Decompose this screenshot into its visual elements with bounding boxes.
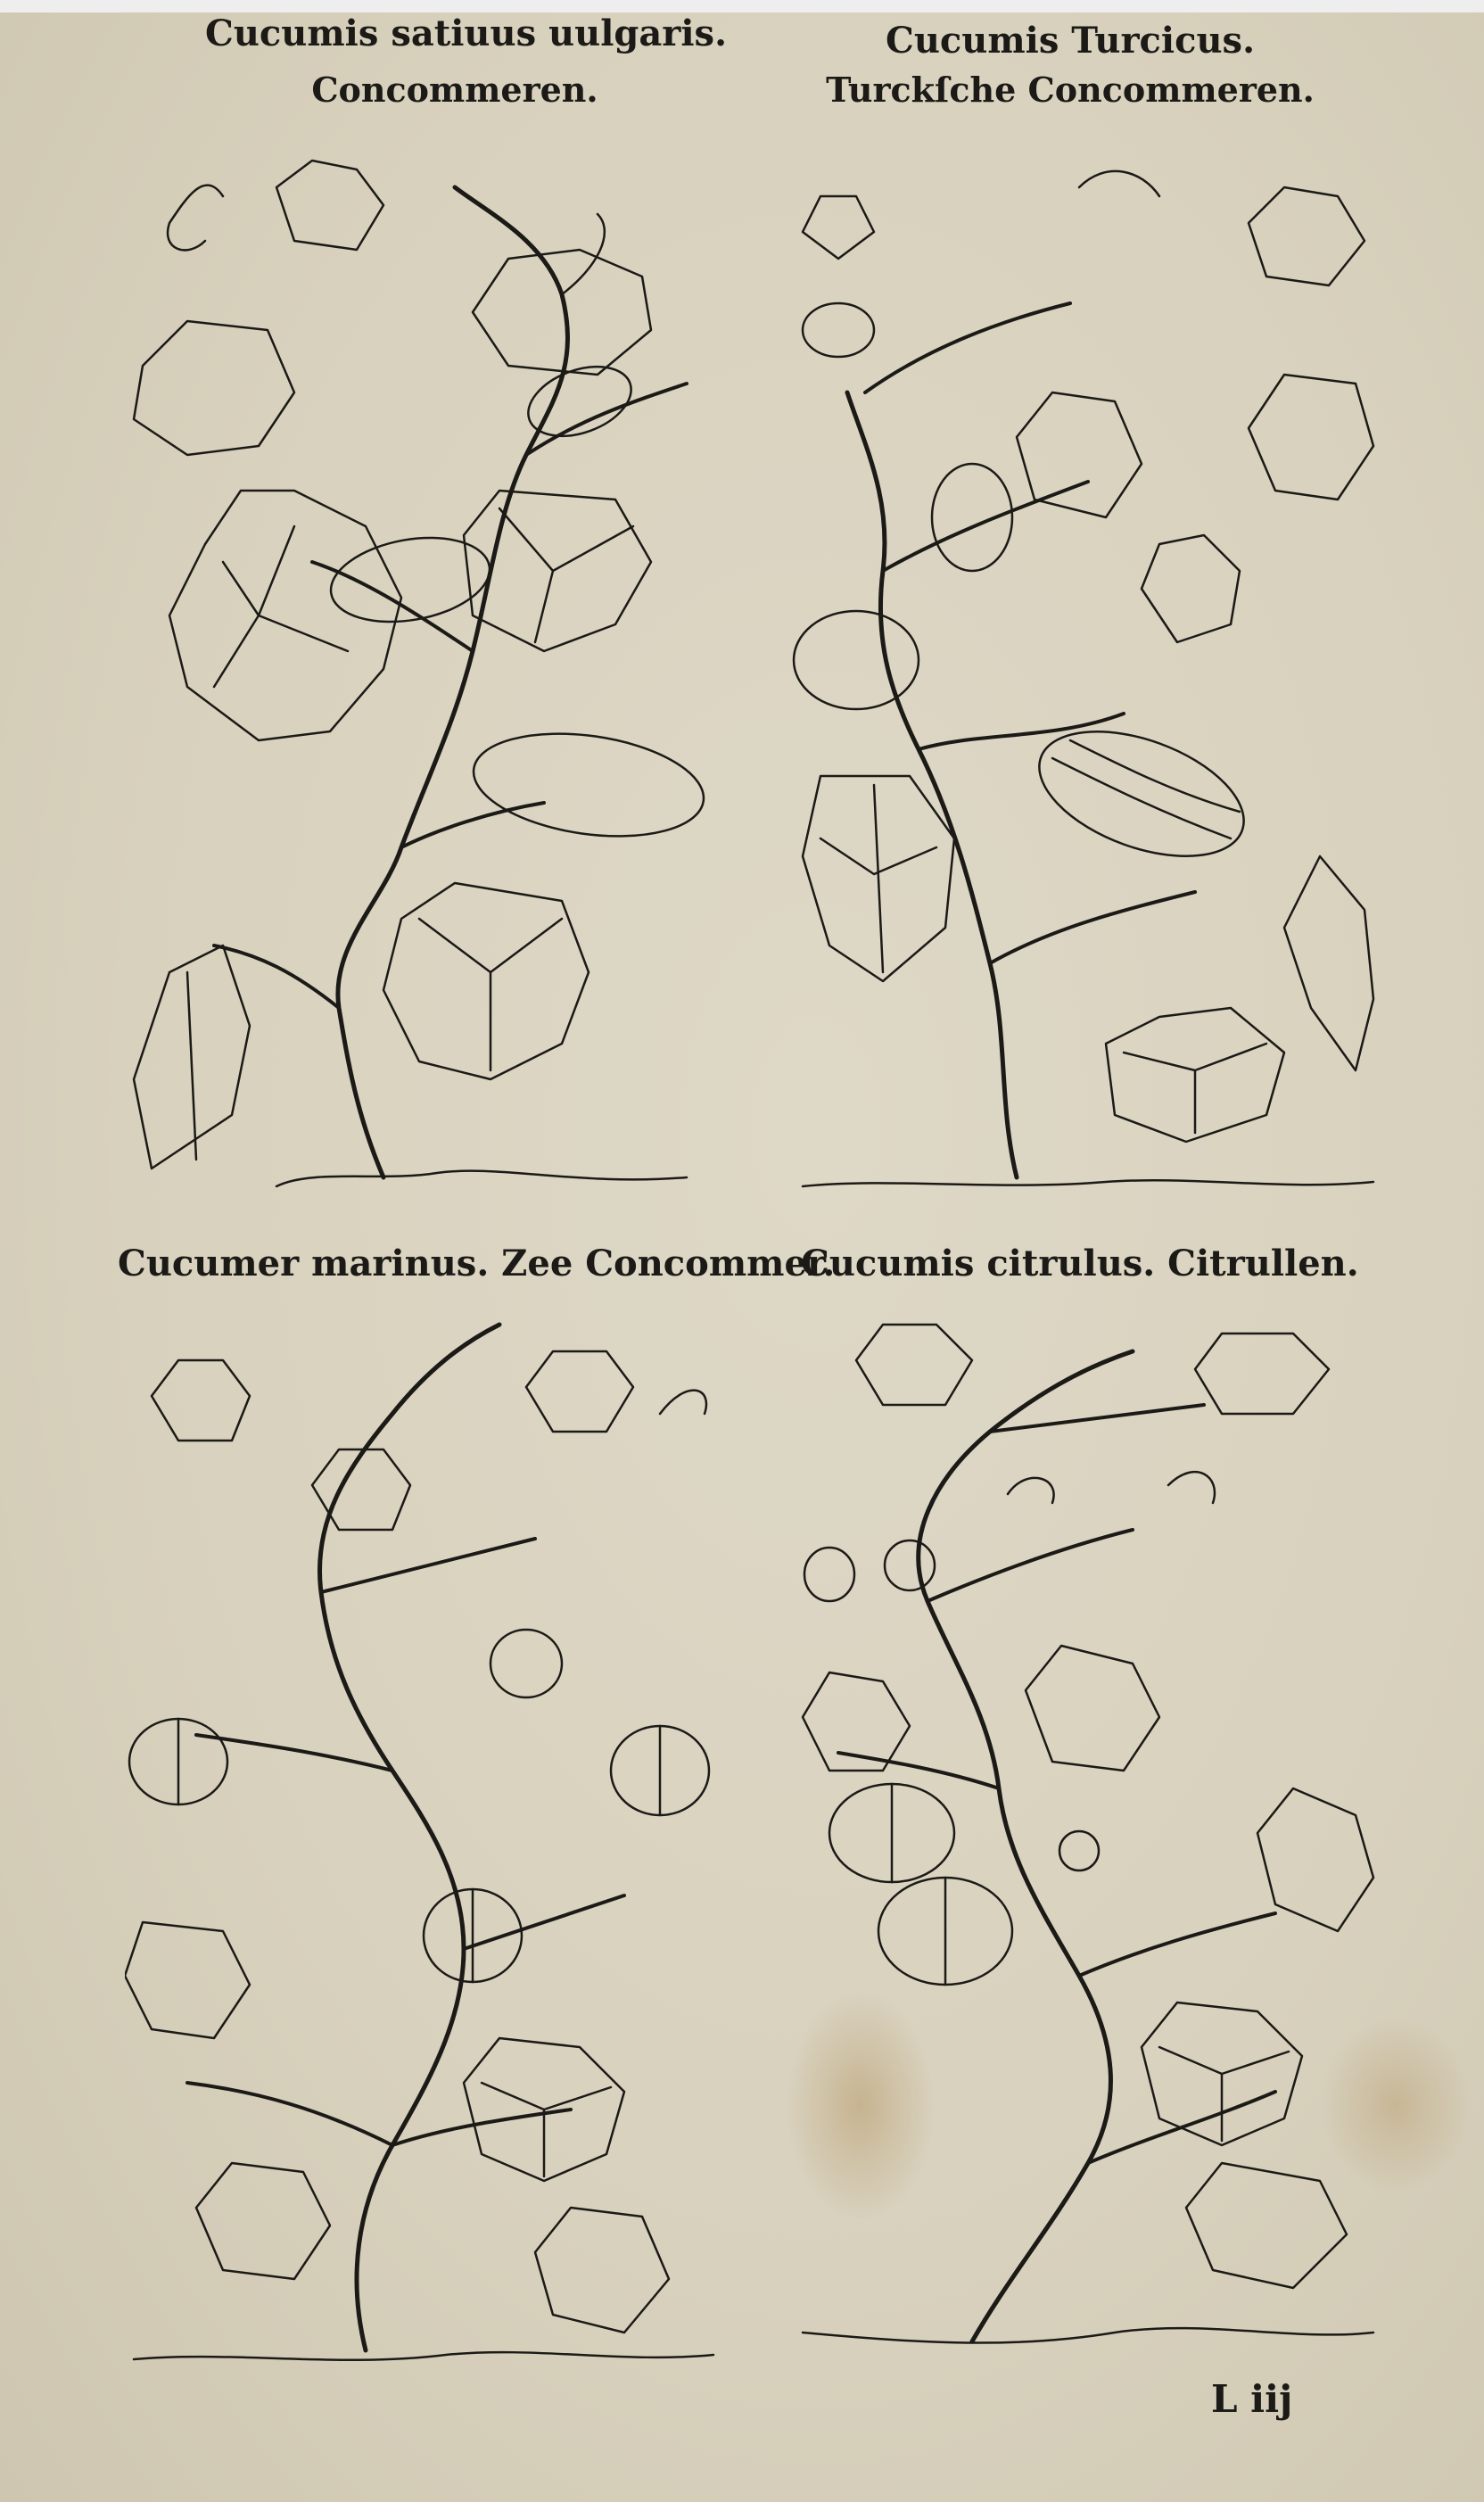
signature-mark: L iij <box>1211 2377 1293 2421</box>
caption-cucumis-citrulus: Cucumis citrulus. Citrullen. <box>801 1243 1359 1284</box>
woodcut-cucumber-plant <box>116 116 722 1204</box>
page-top-edge <box>0 0 1484 12</box>
caption-turckse-concommeren: Turckſche Concommeren. <box>826 70 1315 110</box>
caption-cucumer-marinus: Cucumer marinus. Zee Concommer. <box>118 1243 836 1284</box>
woodcut-sea-cucumber-plant <box>125 1307 731 2391</box>
caption-cucumis-turcicus: Cucumis Turcicus. <box>885 20 1255 62</box>
caption-concommeren: Concommeren. <box>311 70 598 110</box>
woodcut-citrullus-plant <box>794 1307 1382 2391</box>
woodcut-turkish-cucumber-plant <box>785 125 1382 1195</box>
caption-cucumis-satiuus: Cucumis satiuus uulgaris. <box>205 12 727 54</box>
